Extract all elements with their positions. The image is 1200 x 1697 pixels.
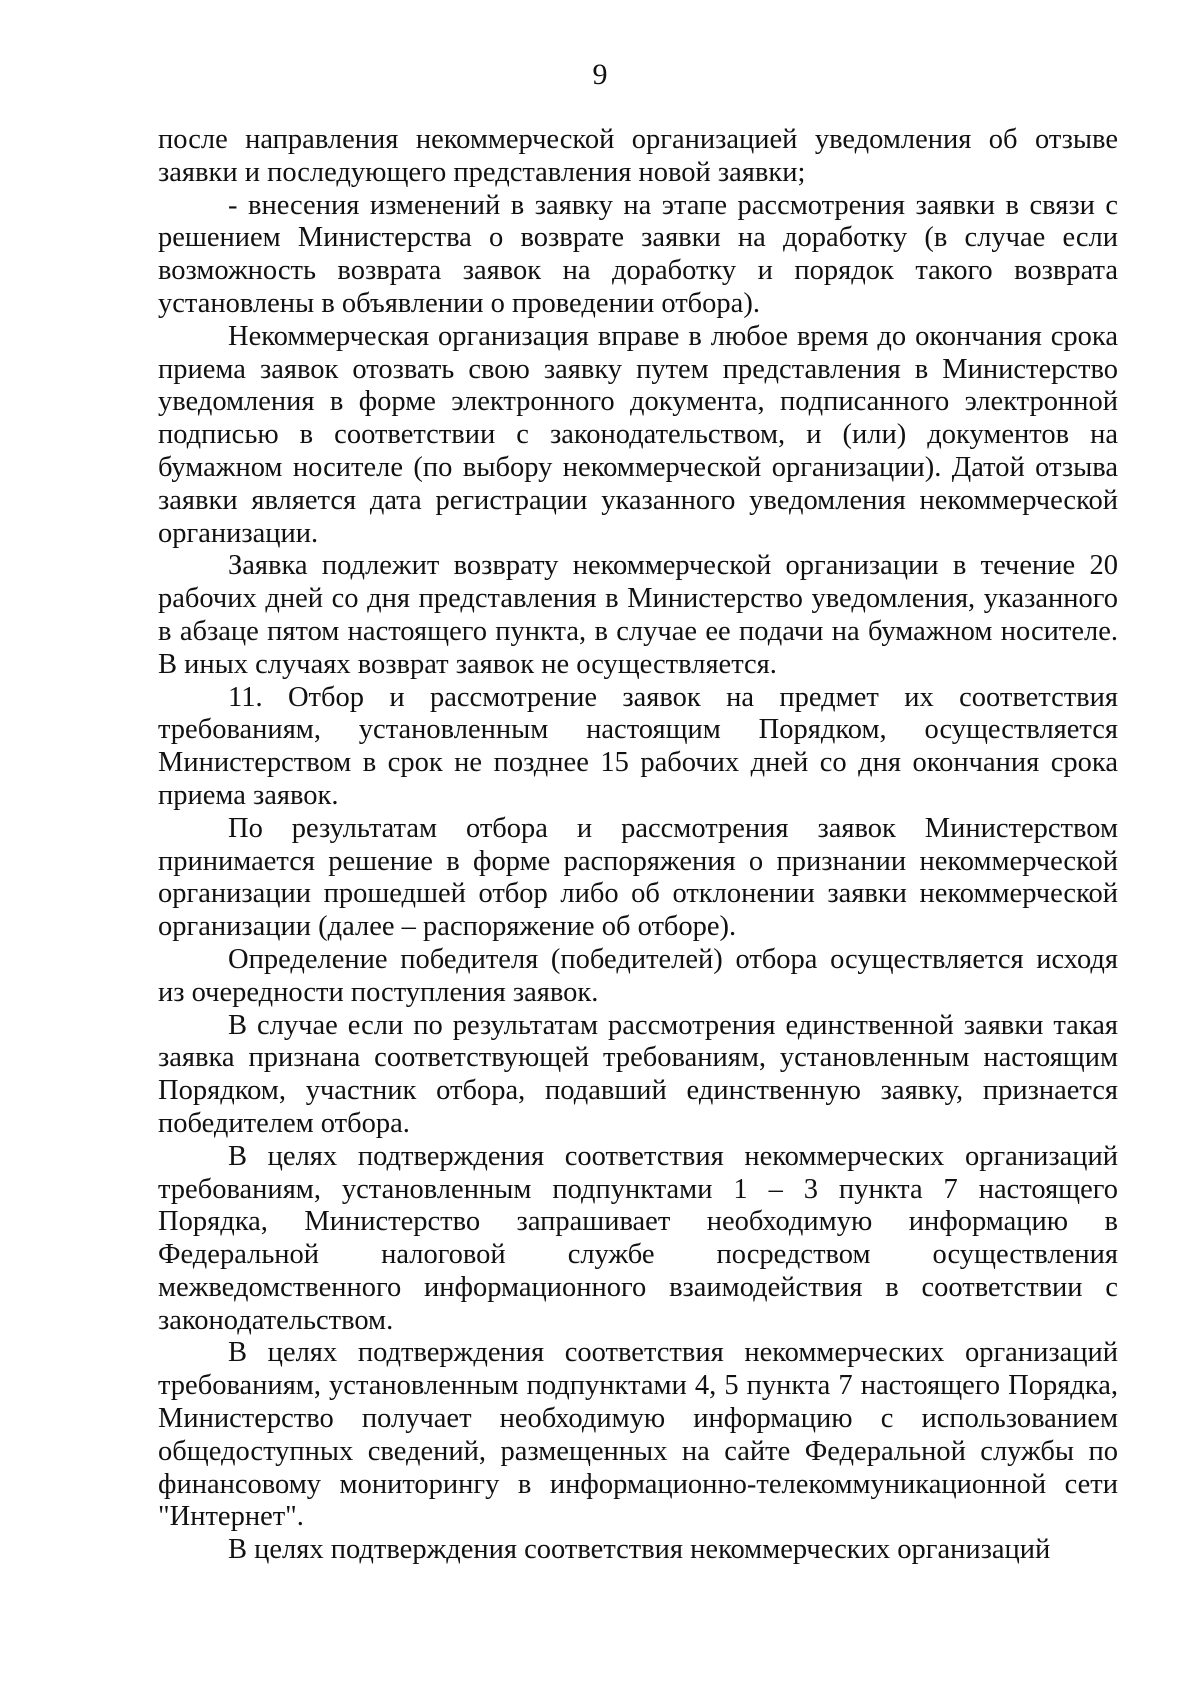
paragraph: Некоммерческая организация вправе в любое время до окончания срока приема заявок отозвать свою заявку путем представления в Министерство уведомления в форме электронного документа, подписанного электронной подписью в соответствии с законодательством, и (или) документов на бумажном носителе (по выбору некоммерческой организации). Датой отзыва заявки является дата регистрации указанного уведомления некоммерческой организации. bbox=[158, 320, 1118, 549]
paragraph: - внесения изменений в заявку на этапе рассмотрения заявки в связи с решением Министерства о возврате заявки на доработку (в случае если возможность возврата заявок на доработку и порядок такого возврата установлены в объявлении о проведении отбора). bbox=[158, 189, 1118, 319]
paragraph: Заявка подлежит возврату некоммерческой организации в течение 20 рабочих дней со дня представления в Министерство уведомления, указанного в абзаце пятом настоящего пункта, в случае ее подачи на бумажном носителе. В иных случаях возврат заявок не осуществляется. bbox=[158, 550, 1118, 680]
paragraph: 11. Отбор и рассмотрение заявок на предмет их соответствия требованиям, установленным настоящим Порядком, осуществляется Министерством в срок не позднее 15 рабочих дней со дня окончания срока приема заявок. bbox=[158, 681, 1118, 811]
paragraph: В целях подтверждения соответствия некоммерческих организаций требованиям, установленным подпунктами 1 – 3 пункта 7 настоящего Порядка, Министерство запрашивает необходимую информацию в Федеральной налоговой службе посредством осуществления межведомственного информационного взаимодействия в соответствии с законодательством. bbox=[158, 1140, 1118, 1336]
paragraph: после направления некоммерческой организацией уведомления об отзыве заявки и последующего представления новой заявки; bbox=[158, 124, 1118, 188]
paragraph: По результатам отбора и рассмотрения заявок Министерством принимается решение в форме распоряжения о признании некоммерческой организации прошедшей отбор либо об отклонении заявки некоммерческой организации (далее – распоряжение об отборе). bbox=[158, 812, 1118, 943]
paragraph: В целях подтверждения соответствия некоммерческих организаций требованиям, установленным подпунктами 4, 5 пункта 7 настоящего Порядка, Министерство получает необходимую информацию с использованием общедоступных сведений, размещенных на сайте Федеральной службы по финансовому мониторингу в информационно-телекоммуникационной сети "Интернет". bbox=[158, 1337, 1118, 1533]
paragraph: В целях подтверждения соответствия некоммерческих организаций bbox=[228, 1534, 1051, 1566]
paragraph: Определение победителя (победителей) отбора осуществляется исходя из очередности поступления заявок. bbox=[158, 943, 1118, 1008]
document-body bbox=[158, 124, 1118, 1567]
paragraph: В случае если по результатам рассмотрения единственной заявки такая заявка признана соответствующей требованиям, установленным настоящим Порядком, участник отбора, подавший единственную заявку, признается победителем отбора. bbox=[158, 1009, 1118, 1139]
page-number: 9 bbox=[592, 58, 608, 91]
